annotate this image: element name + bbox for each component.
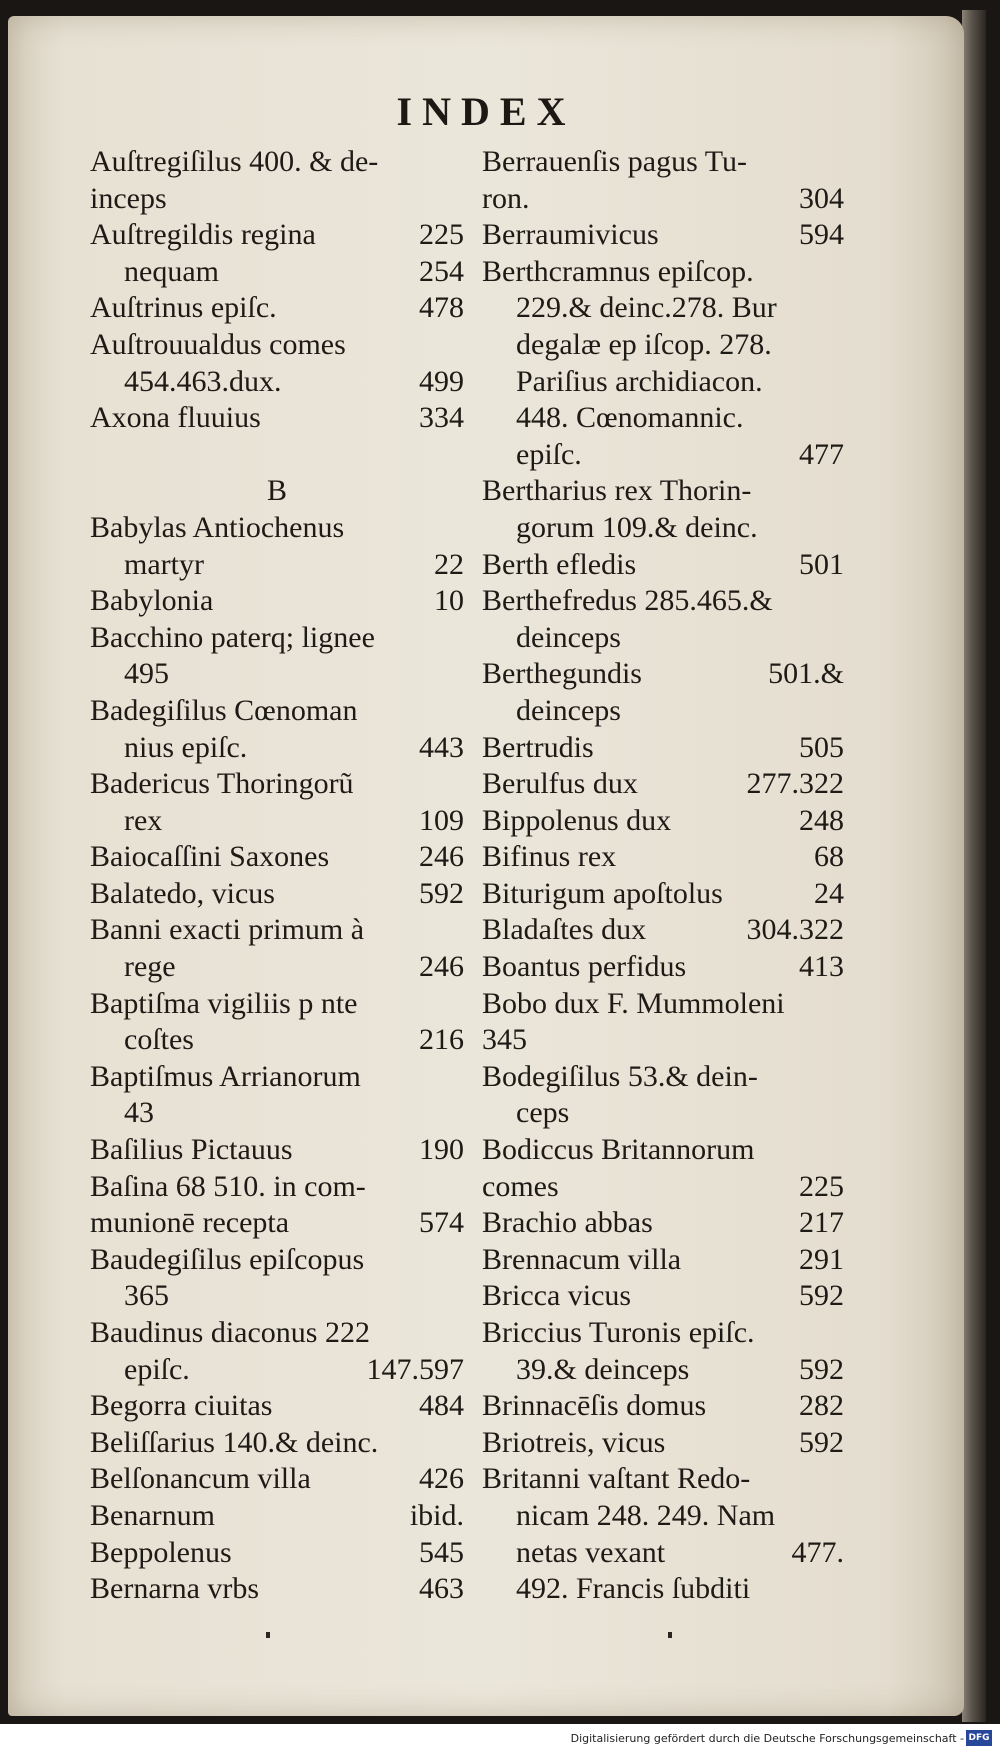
- index-entry: [482, 876, 844, 913]
- entry-text: martyr: [124, 547, 204, 581]
- index-entry: [482, 986, 844, 1023]
- page-reference: 282: [799, 1389, 844, 1423]
- entry-text: Berraumivicus: [482, 218, 659, 252]
- index-entry: [90, 1169, 464, 1206]
- entry-text: comes: [482, 1169, 559, 1203]
- index-entry: [90, 839, 464, 876]
- index-entry: [90, 1132, 464, 1169]
- entry-text: Bodiccus Britannorum: [482, 1133, 755, 1167]
- index-entry: [90, 1022, 464, 1059]
- index-entry: [90, 217, 464, 254]
- index-entry: [90, 1425, 464, 1462]
- entry-text: Beliſſarius 140.& deinc.: [90, 1425, 379, 1459]
- page-reference: 501: [799, 547, 844, 581]
- entry-text: Berthefredus 285.465.&: [482, 584, 773, 618]
- entry-text: Britanni vaſtant Redo-: [482, 1462, 751, 1496]
- page-reference: 190: [419, 1133, 464, 1167]
- index-entry: [482, 1352, 844, 1389]
- entry-text: 492. Francis ſubditi: [516, 1572, 751, 1606]
- entry-text: Axona fluuius: [90, 401, 261, 435]
- entry-text: Auſtrouualdus comes: [90, 327, 346, 361]
- entry-text: Belſonancum villa: [90, 1462, 311, 1496]
- entry-text: 229.& deinc.278. Bur: [516, 291, 777, 325]
- entry-text: Baudinus diaconus 222: [90, 1316, 370, 1349]
- page-reference: 225: [799, 1169, 844, 1203]
- entry-text: Beppolenus: [90, 1535, 232, 1569]
- page-reference: 477.: [791, 1535, 844, 1569]
- page-reference: 254: [419, 254, 464, 288]
- funding-notice: Digitalisierung gefördert durch die Deutsche Forschungsgemeinschaft -: [570, 1732, 964, 1745]
- page-reference: ibid.: [409, 1498, 464, 1532]
- page-reference: 291: [799, 1242, 844, 1276]
- index-entry: [482, 290, 844, 327]
- section-letter: B: [266, 474, 287, 508]
- index-entry: [482, 1132, 844, 1169]
- entry-text: Berth efledis: [482, 547, 637, 581]
- index-entry: [90, 912, 464, 949]
- entry-text: Banni exacti primum à: [90, 913, 365, 947]
- index-entry: [90, 1498, 464, 1535]
- entry-text: deinceps: [516, 620, 621, 654]
- entry-text: Bodegiſilus 53.& dein-: [482, 1059, 758, 1093]
- page-reference: 334: [419, 401, 464, 435]
- entry-text: Briotreis, vicus: [482, 1425, 666, 1459]
- entry-text: 495: [124, 657, 169, 691]
- index-entry: [482, 839, 844, 876]
- page-reference: 594: [799, 218, 844, 252]
- index-entry: [482, 1498, 844, 1535]
- page-reference: 426: [419, 1462, 464, 1496]
- index-entry: [482, 656, 844, 693]
- entry-text: Baſina 68 510. in com-: [90, 1169, 366, 1203]
- index-entry: [482, 693, 844, 730]
- index-entry: [482, 1278, 844, 1315]
- index-entry: [482, 547, 844, 584]
- entry-text: Pariſius archidiacon.: [516, 364, 763, 398]
- index-entry: [482, 1022, 844, 1059]
- entry-text: Bricca vicus: [482, 1279, 632, 1313]
- entry-text: nius epiſc.: [124, 730, 248, 764]
- entry-text: Berulfus dux: [482, 767, 638, 801]
- index-entry: [90, 1388, 464, 1425]
- entry-text: Berthcramnus epiſcop.: [482, 254, 754, 288]
- entry-text: ron.: [482, 181, 530, 215]
- page-reference: 574: [419, 1206, 464, 1240]
- index-entry: [482, 1205, 844, 1242]
- index-entry: [90, 144, 464, 217]
- index-entry: [482, 364, 844, 401]
- index-entry: [90, 693, 464, 730]
- entry-text: Baudegiſilus epiſcopus: [90, 1242, 365, 1276]
- entry-text: Bernarna vrbs: [90, 1572, 260, 1606]
- entry-text: Bertharius rex Thorin-: [482, 474, 752, 508]
- entry-text: Baſilius Pictauus: [90, 1133, 293, 1167]
- page-reference: 147.597: [366, 1352, 464, 1386]
- page-reference: 68: [814, 840, 844, 874]
- page-reference: 443: [419, 730, 464, 764]
- entry-text: Baiocaſſini Saxones: [90, 840, 330, 874]
- entry-text: Begorra ciuitas: [90, 1389, 273, 1423]
- index-entry: [90, 1278, 464, 1315]
- index-entry: [90, 876, 464, 913]
- entry-text: Berrauenſis pagus Tu-: [482, 145, 747, 178]
- entry-text: inceps: [90, 181, 167, 215]
- entry-text: 448. Cœnomannic.: [516, 401, 744, 435]
- index-entry: [90, 1352, 464, 1389]
- entry-text: 454.463.dux.: [124, 364, 282, 398]
- index-entry: [482, 510, 844, 547]
- entry-text: Auſtregiſilus 400. & de-: [90, 145, 379, 178]
- page-reference: 248: [799, 803, 844, 837]
- index-entry: [90, 547, 464, 584]
- book-page: [8, 16, 964, 1716]
- index-entry: [482, 912, 844, 949]
- index-entry: [482, 803, 844, 840]
- index-entry: [90, 327, 464, 364]
- index-entry: [482, 1315, 844, 1352]
- index-entry: [482, 583, 844, 620]
- index-entry: [90, 290, 464, 327]
- right-index-column: [482, 144, 844, 1608]
- index-entry: [90, 656, 464, 693]
- index-entry: [90, 986, 464, 1023]
- page-reference: 304.322: [746, 913, 844, 947]
- entry-text: nicam 248. 249. Nam: [516, 1498, 776, 1532]
- entry-text: deinceps: [516, 693, 621, 727]
- page-reference: 545: [419, 1535, 464, 1569]
- entry-text: rege: [124, 950, 176, 984]
- page-reference: 478: [419, 291, 464, 325]
- entry-text: Boantus perfidus: [482, 950, 687, 984]
- index-entry: [90, 949, 464, 986]
- index-entry: [90, 1242, 464, 1279]
- entry-text: Bippolenus dux: [482, 803, 672, 837]
- page-reference: 246: [419, 840, 464, 874]
- entry-text: Brachio abbas: [482, 1206, 653, 1240]
- entry-text: munionē recepta: [90, 1206, 290, 1240]
- entry-text: 345: [482, 1023, 527, 1057]
- entry-text: Bladaſtes dux: [482, 913, 647, 947]
- index-entry: [90, 1315, 464, 1352]
- index-entry: [90, 510, 464, 547]
- dfg-logo: DFG: [966, 1730, 992, 1746]
- page-reference: 216: [419, 1023, 464, 1057]
- entry-text: Auſtrinus epiſc.: [90, 291, 277, 325]
- entry-text: ceps: [516, 1096, 570, 1130]
- entry-text: Auſtregildis regina: [90, 218, 316, 252]
- index-entry: [482, 1425, 844, 1462]
- index-entry: [90, 1535, 464, 1572]
- entry-text: nequam: [124, 254, 219, 288]
- page-reference: 413: [799, 950, 844, 984]
- entry-text: 43: [124, 1096, 154, 1130]
- entry-text: 39.& deinceps: [516, 1352, 690, 1386]
- page-reference: 304: [799, 181, 844, 215]
- index-entry: [482, 766, 844, 803]
- index-entry: [482, 327, 844, 364]
- index-entry: [482, 144, 844, 181]
- page-reference: 477: [799, 437, 844, 471]
- entry-text: Baptiſmus Arrianorum: [90, 1059, 361, 1093]
- entry-text: gorum 109.& deinc.: [516, 510, 758, 544]
- page-reference: 592: [799, 1352, 844, 1386]
- entry-text: 365: [124, 1279, 169, 1313]
- page-title: INDEX: [396, 89, 576, 134]
- index-entry: [482, 1571, 844, 1608]
- index-entry: [90, 730, 464, 767]
- entry-text: Benarnum: [90, 1498, 215, 1532]
- page-reference: 505: [799, 730, 844, 764]
- page-reference: 592: [419, 876, 464, 910]
- index-entry: [482, 730, 844, 767]
- index-entry: [482, 217, 844, 254]
- index-entry: [90, 1059, 464, 1096]
- page-reference: 277.322: [746, 767, 844, 801]
- page-edge: [962, 10, 986, 1722]
- index-entry: [90, 1571, 464, 1608]
- entry-text: Bacchino paterq; lignee: [90, 620, 375, 654]
- entry-text: epiſc.: [516, 437, 582, 471]
- index-entry: [90, 1205, 464, 1242]
- entry-text: Berthegundis: [482, 657, 642, 691]
- entry-text: Badegiſilus Cœnoman: [90, 693, 358, 727]
- left-index-column: [90, 144, 464, 1608]
- index-entry: [482, 400, 844, 437]
- entry-text: epiſc.: [124, 1352, 190, 1386]
- page-reference: 592: [799, 1425, 844, 1459]
- entry-text: Babylonia: [90, 584, 214, 618]
- entry-text: Bertrudis: [482, 730, 594, 764]
- ink-mark: [266, 1632, 270, 1638]
- entry-text: degalæ ep iſcop. 278.: [516, 327, 772, 361]
- index-entry: [90, 1461, 464, 1498]
- entry-text: Balatedo, vicus: [90, 876, 275, 910]
- blank-line: [90, 437, 464, 474]
- page-reference: 225: [419, 218, 464, 252]
- page-reference: 10: [434, 584, 464, 618]
- index-entry: [482, 1169, 844, 1206]
- index-entry: [482, 1535, 844, 1572]
- entry-text: Briccius Turonis epiſc.: [482, 1316, 755, 1349]
- ink-mark: [668, 1632, 672, 1638]
- index-entry: [482, 1461, 844, 1498]
- page-reference: 592: [799, 1279, 844, 1313]
- entry-text: Bifinus rex: [482, 840, 617, 874]
- entry-text: Baptiſma vigiliis p nte: [90, 986, 358, 1020]
- page-reference: 24: [814, 876, 844, 910]
- index-entry: [90, 583, 464, 620]
- index-entry: [482, 1388, 844, 1425]
- entry-text: rex: [124, 803, 163, 837]
- index-entry: [482, 1095, 844, 1132]
- page-reference: 109: [419, 803, 464, 837]
- index-entry: [90, 1095, 464, 1132]
- index-entry: [90, 803, 464, 840]
- page-reference: 501.&: [768, 657, 844, 691]
- index-entry: [482, 473, 844, 510]
- index-entry: [482, 437, 844, 474]
- index-entry: [482, 620, 844, 657]
- entry-text: Brinnacēſis domus: [482, 1389, 707, 1423]
- index-entry: [90, 400, 464, 437]
- entry-text: Babylas Antiochenus: [90, 510, 345, 544]
- entry-text: Bobo dux F. Mummoleni: [482, 986, 785, 1020]
- page-reference: 22: [434, 547, 464, 581]
- index-entry: [482, 254, 844, 291]
- index-entry: [90, 364, 464, 401]
- entry-text: coſtes: [124, 1023, 194, 1057]
- page-reference: 463: [419, 1572, 464, 1606]
- entry-text: Biturigum apoſtolus: [482, 876, 723, 910]
- index-entry: [90, 766, 464, 803]
- page-reference: 246: [419, 950, 464, 984]
- index-entry: [482, 181, 844, 218]
- index-entry: [482, 1059, 844, 1096]
- index-entry: [90, 620, 464, 657]
- index-entry: [482, 949, 844, 986]
- entry-text: netas vexant: [516, 1535, 666, 1569]
- index-entry: [90, 254, 464, 291]
- entry-text: Badericus Thoringorũ: [90, 767, 354, 801]
- index-entry: [482, 1242, 844, 1279]
- entry-text: Brennacum villa: [482, 1242, 682, 1276]
- page-reference: 499: [419, 364, 464, 398]
- page-reference: 217: [799, 1206, 844, 1240]
- page-reference: 484: [419, 1389, 464, 1423]
